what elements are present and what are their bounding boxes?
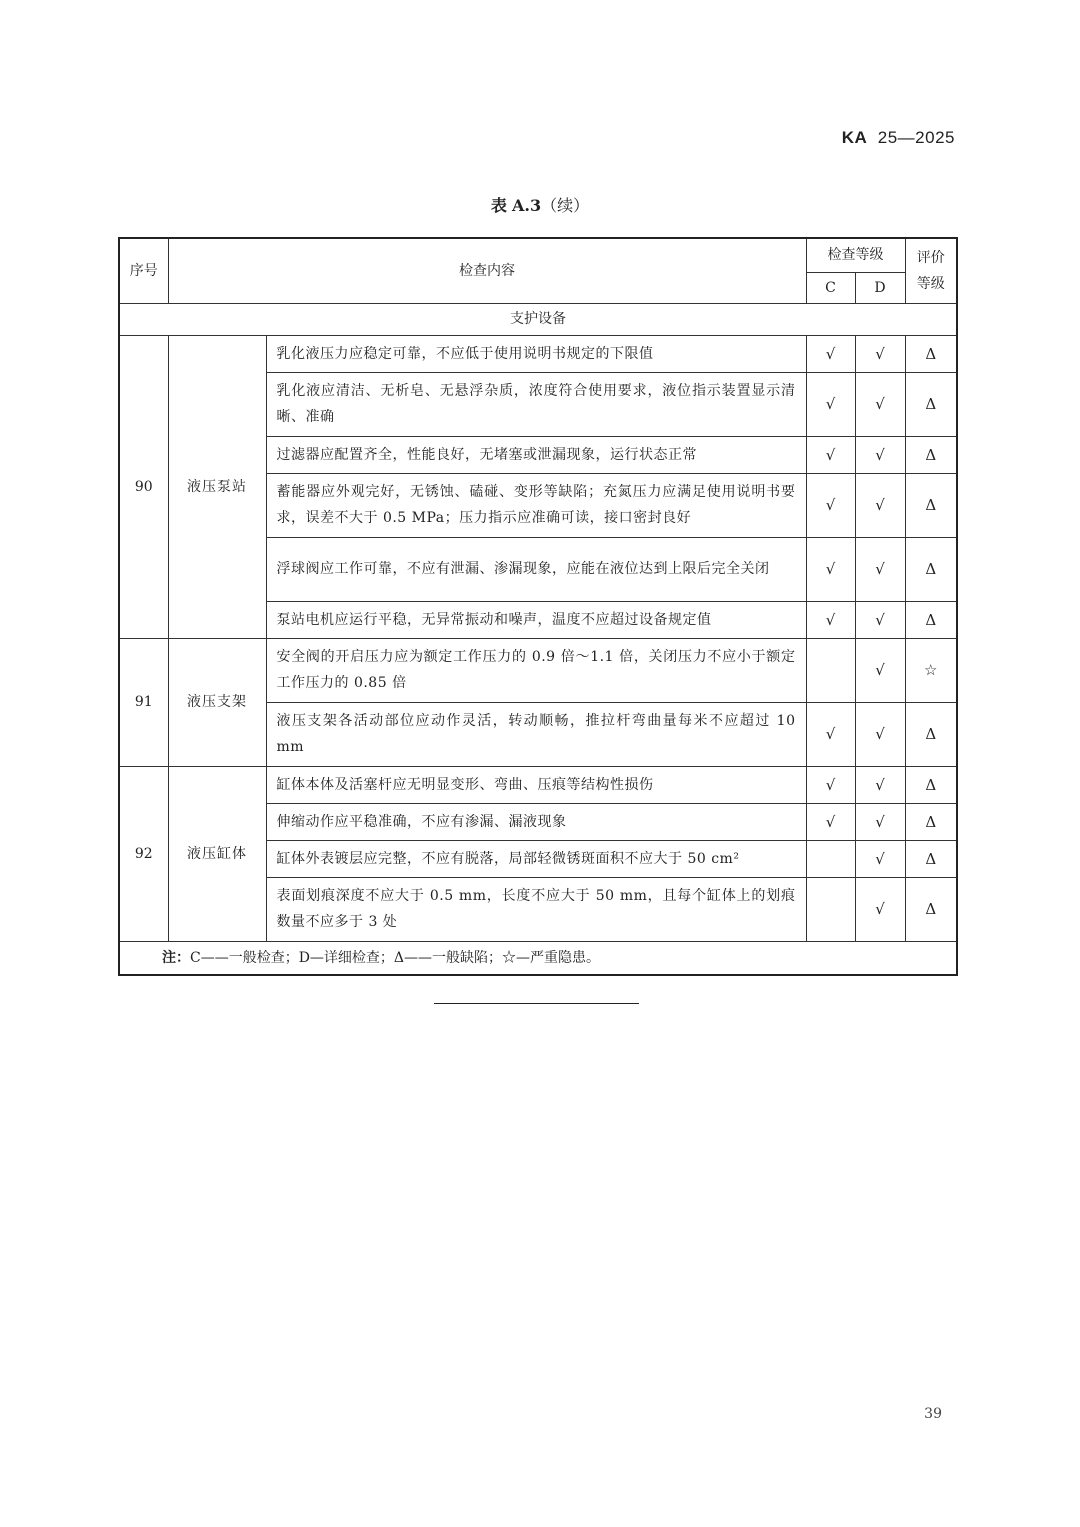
item-content: 缸体外表镀层应完整，不应有脱落，局部轻微锈斑面积不应大于 50 cm²: [266, 840, 806, 877]
item-c-mark: √: [806, 537, 855, 601]
group-seq: 90: [119, 335, 168, 638]
header-inspection-level: 检查等级: [806, 238, 905, 272]
item-content: 乳化液应清洁、无析皂、无悬浮杂质，浓度符合使用要求，液位指示装置显示清晰、准确: [266, 372, 806, 436]
item-rating-mark: Δ: [905, 702, 957, 766]
document-code-number: 25—2025: [877, 128, 955, 147]
item-content: 泵站电机应运行平稳，无异常振动和噪声，温度不应超过设备规定值: [266, 601, 806, 638]
item-d-mark: √: [855, 372, 905, 436]
table-row: [119, 638, 957, 702]
item-rating-mark: Δ: [905, 473, 957, 537]
item-content: 伸缩动作应平稳准确，不应有渗漏、漏液现象: [266, 803, 806, 840]
header-rating-line1: 评价: [916, 249, 945, 266]
note-label: 注：: [162, 949, 190, 966]
item-c-mark: [806, 840, 855, 877]
table-title-label: 表: [490, 196, 507, 215]
item-rating-mark: Δ: [905, 601, 957, 638]
item-d-mark: √: [855, 803, 905, 840]
item-rating-mark: Δ: [905, 840, 957, 877]
note-text: C——一般检查；D—详细检查；Δ——一般缺陷；☆—严重隐患。: [190, 949, 601, 966]
group-seq: 91: [119, 638, 168, 766]
note-row: [119, 941, 957, 975]
item-d-mark: √: [855, 537, 905, 601]
item-d-mark: √: [855, 766, 905, 803]
item-c-mark: √: [806, 766, 855, 803]
end-rule: [434, 1003, 639, 1004]
table-title: [0, 193, 1080, 216]
item-d-mark: √: [855, 473, 905, 537]
item-rating-mark: Δ: [905, 372, 957, 436]
item-d-mark: √: [855, 436, 905, 473]
item-content: 缸体本体及活塞杆应无明显变形、弯曲、压痕等结构性损伤: [266, 766, 806, 803]
item-rating-mark: Δ: [905, 335, 957, 372]
item-content: 乳化液压力应稳定可靠，不应低于使用说明书规定的下限值: [266, 335, 806, 372]
item-c-mark: √: [806, 335, 855, 372]
item-content: 表面划痕深度不应大于 0.5 mm，长度不应大于 50 mm，且每个缸体上的划痕数量不应多于 3 处: [266, 877, 806, 941]
item-c-mark: √: [806, 473, 855, 537]
item-content: 液压支架各活动部位应动作灵活，转动顺畅，推拉杆弯曲量每米不应超过 10 mm: [266, 702, 806, 766]
table-note: [119, 941, 957, 975]
item-content: 安全阀的开启压力应为额定工作压力的 0.9 倍～1.1 倍，关闭压力不应小于额定工作压力的 0.85 倍: [266, 638, 806, 702]
section-title: 支护设备: [119, 303, 957, 335]
item-d-mark: √: [855, 335, 905, 372]
item-rating-mark: ☆: [905, 638, 957, 702]
item-d-mark: √: [855, 638, 905, 702]
header-rating: [905, 238, 957, 303]
item-c-mark: √: [806, 803, 855, 840]
header-rating-line2: 等级: [916, 275, 945, 292]
item-content: 过滤器应配置齐全，性能良好，无堵塞或泄漏现象，运行状态正常: [266, 436, 806, 473]
table-title-number: A.3: [511, 196, 542, 215]
item-rating-mark: Δ: [905, 537, 957, 601]
item-rating-mark: Δ: [905, 877, 957, 941]
item-rating-mark: Δ: [905, 436, 957, 473]
item-d-mark: √: [855, 601, 905, 638]
item-c-mark: √: [806, 601, 855, 638]
header-c: C: [806, 272, 855, 303]
group-seq: 92: [119, 766, 168, 941]
item-content: 蓄能器应外观完好，无锈蚀、磕碰、变形等缺陷；充氮压力应满足使用说明书要求，误差不大于 0.5 MPa；压力指示应准确可读，接口密封良好: [266, 473, 806, 537]
item-rating-mark: Δ: [905, 803, 957, 840]
item-rating-mark: Δ: [905, 766, 957, 803]
header-content: 检查内容: [168, 238, 806, 303]
item-c-mark: [806, 877, 855, 941]
item-c-mark: √: [806, 702, 855, 766]
header-d: D: [855, 272, 905, 303]
page-number: 39: [924, 1406, 942, 1422]
table-row: [119, 766, 957, 803]
item-d-mark: √: [855, 877, 905, 941]
group-name: 液压支架: [168, 638, 266, 766]
table-row: [119, 335, 957, 372]
group-name: 液压缸体: [168, 766, 266, 941]
table-title-suffix: （续）: [541, 196, 590, 215]
item-c-mark: √: [806, 436, 855, 473]
item-content: 浮球阀应工作可靠，不应有泄漏、渗漏现象，应能在液位达到上限后完全关闭: [266, 537, 806, 601]
header-seq: 序号: [119, 238, 168, 303]
group-name: 液压泵站: [168, 335, 266, 638]
document-code-prefix: KA: [841, 128, 868, 147]
document-code: [842, 128, 955, 148]
item-c-mark: [806, 638, 855, 702]
item-d-mark: √: [855, 840, 905, 877]
item-d-mark: √: [855, 702, 905, 766]
item-c-mark: √: [806, 372, 855, 436]
inspection-table: [118, 237, 958, 976]
